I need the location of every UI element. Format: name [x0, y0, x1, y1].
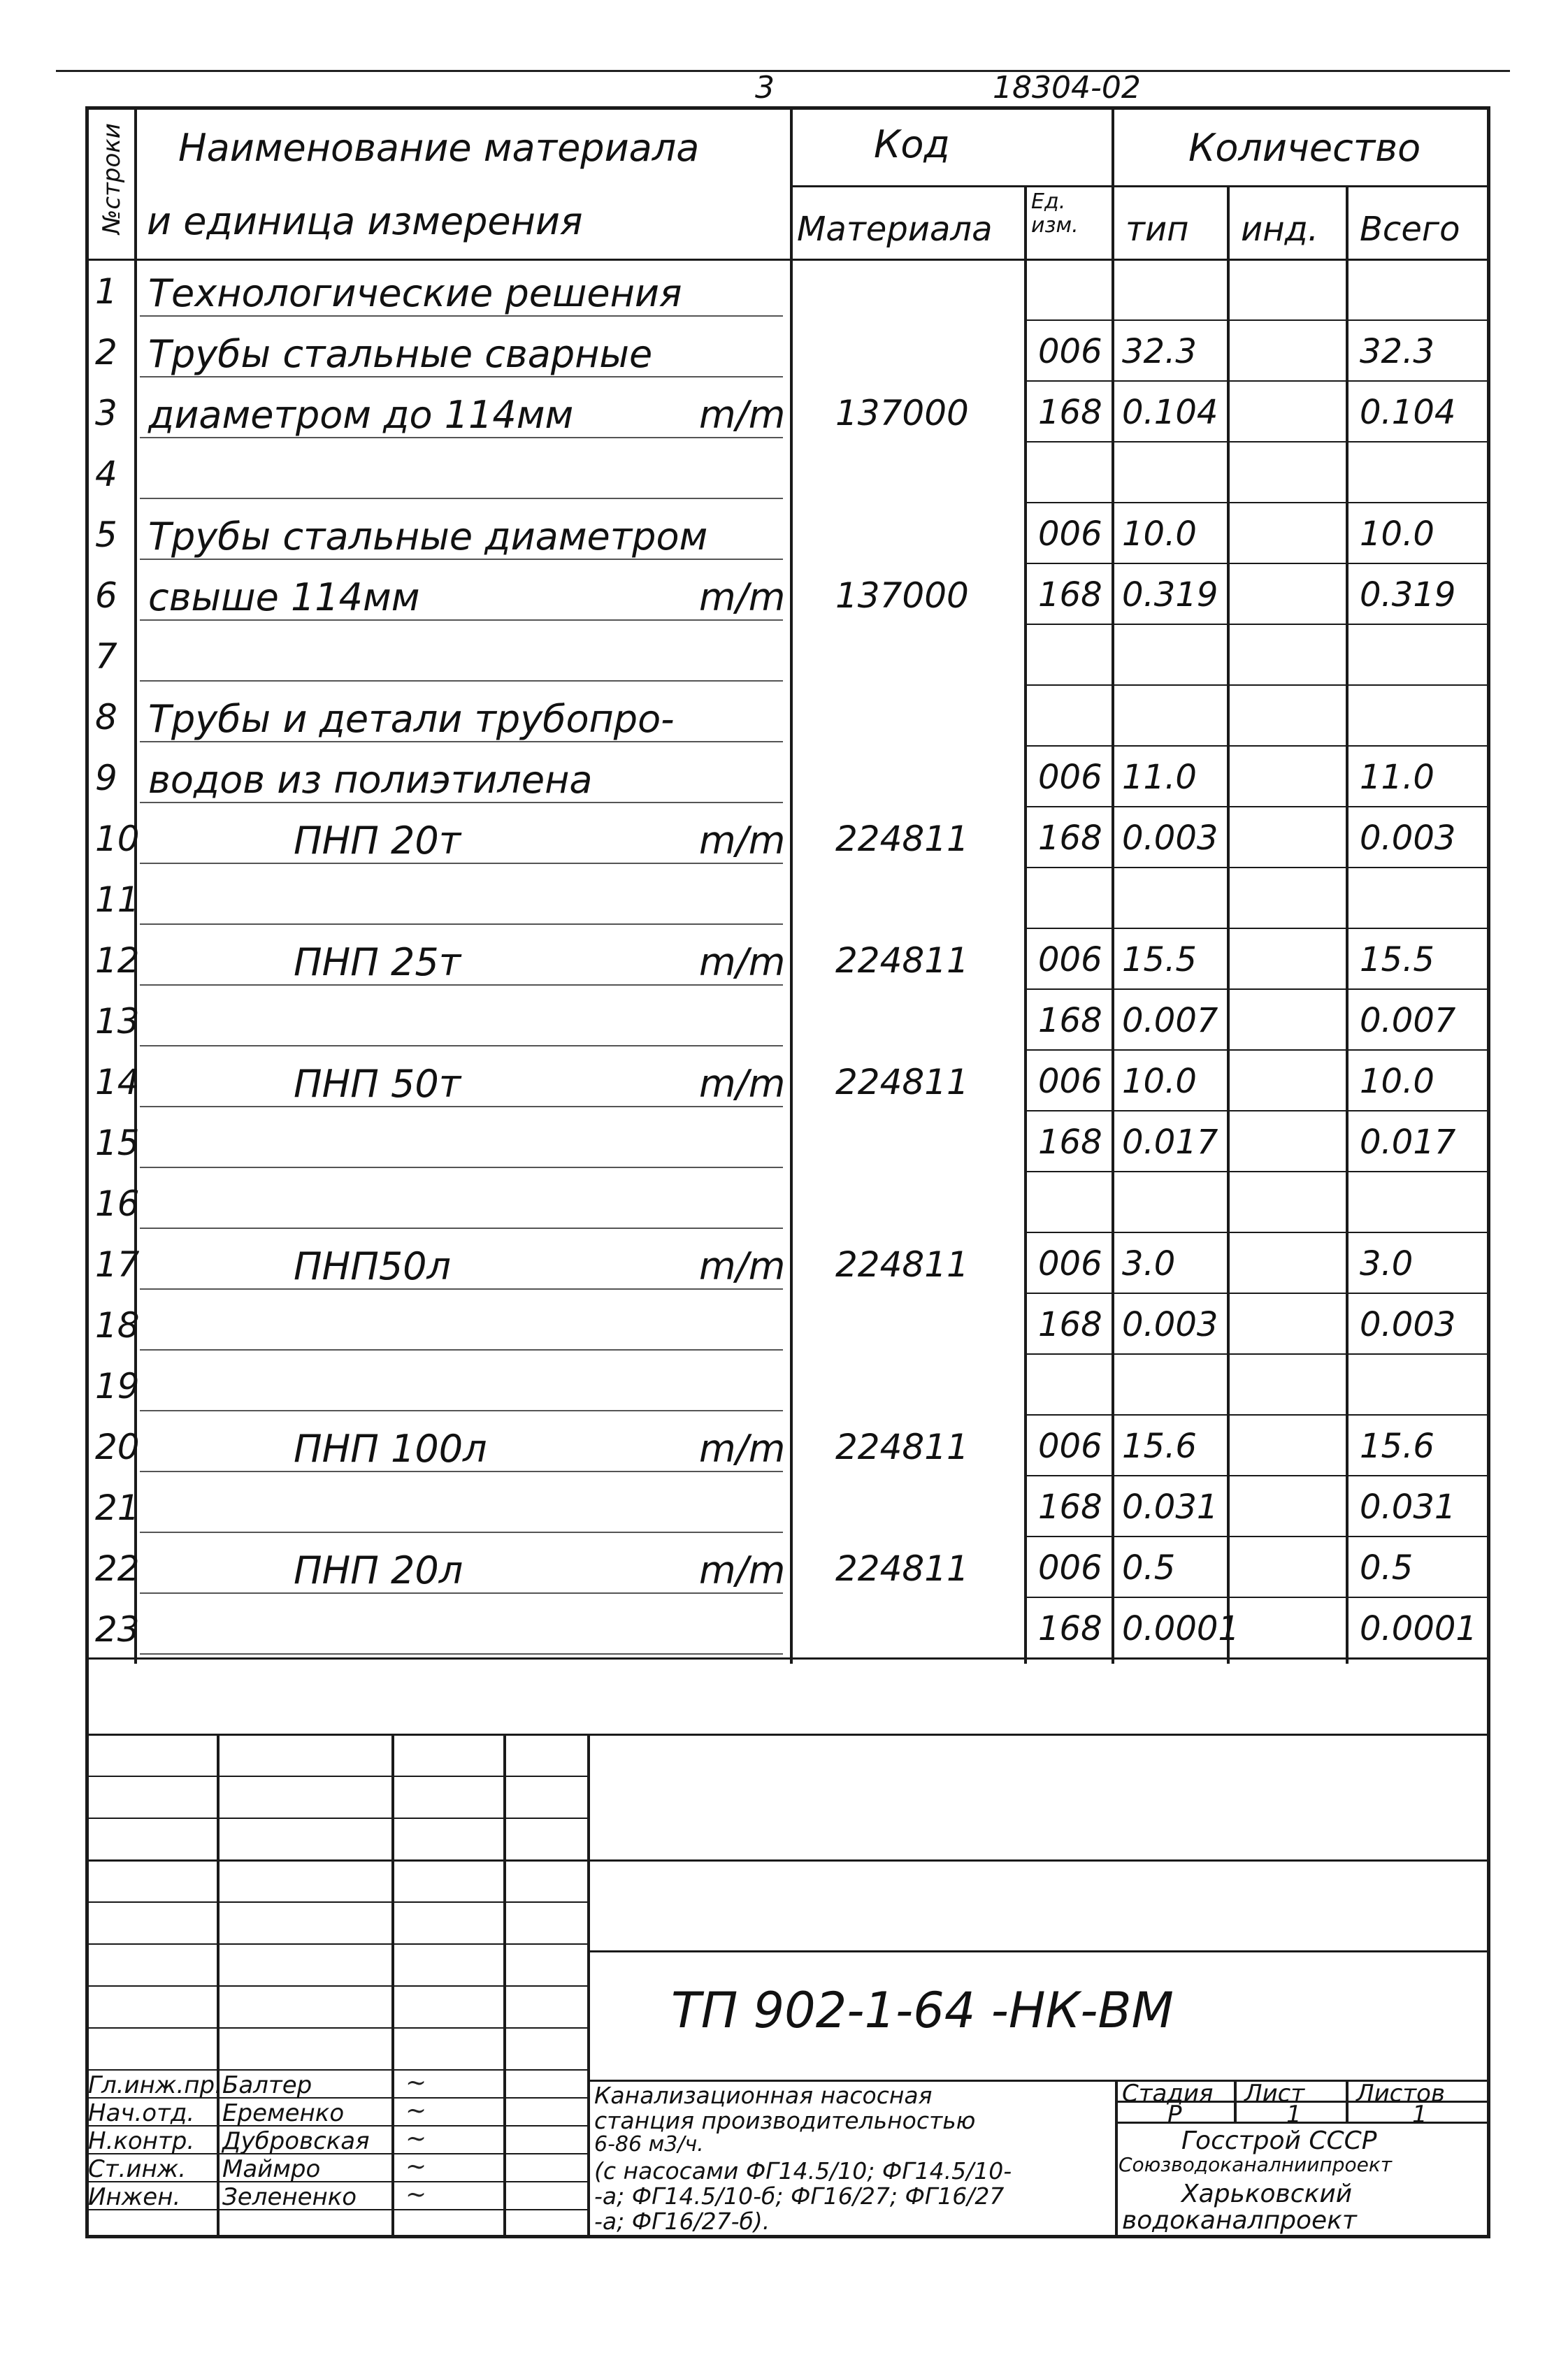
- row-number: 16: [95, 1183, 140, 1224]
- row-qty-type: 0.003: [1122, 819, 1218, 858]
- row-name: Трубы стальные диаметром: [148, 515, 708, 559]
- row-material-code: 137000: [835, 393, 969, 433]
- signer-name: Еременко: [222, 2099, 345, 2127]
- row-unit-dim: m/m: [699, 393, 786, 437]
- row-underline: [140, 1532, 783, 1533]
- col-divider-ind: [1346, 185, 1348, 1664]
- row-underline: [140, 1106, 783, 1107]
- row-qty-type: 0.319: [1122, 575, 1218, 614]
- row-number: 13: [95, 1001, 140, 1042]
- row-qty-type: 0.007: [1122, 1001, 1218, 1040]
- row-underline: [140, 1288, 783, 1290]
- stamp-grid-rule: [85, 2027, 587, 2029]
- row-underline: [140, 1410, 783, 1411]
- row-unit-code: 168: [1038, 575, 1102, 614]
- col-divider-name: [790, 108, 793, 1664]
- type-header: тип: [1125, 210, 1189, 249]
- row-rule: [1024, 867, 1489, 868]
- description-line: Канализационная насосная: [594, 2082, 933, 2109]
- signer-role: Инжен.: [88, 2183, 181, 2211]
- row-unit-code: 168: [1038, 1609, 1102, 1648]
- row-rule: [1024, 1353, 1489, 1355]
- row-rule: [1024, 380, 1489, 382]
- row-number: 8: [95, 697, 117, 737]
- row-qty-total: 0.0001: [1360, 1609, 1477, 1648]
- signer-name: Маймро: [222, 2155, 321, 2183]
- row-qty-total: 0.003: [1360, 1305, 1456, 1344]
- header-bottom-rule: [85, 259, 1489, 261]
- row-qty-type: 32.3: [1122, 332, 1197, 371]
- row-qty-type: 0.104: [1122, 393, 1218, 432]
- row-underline: [140, 315, 783, 317]
- signature-mark: ~: [405, 2068, 427, 2097]
- row-underline: [140, 437, 783, 438]
- row-qty-total: 0.5: [1360, 1548, 1414, 1588]
- row-qty-type: 0.031: [1122, 1488, 1218, 1527]
- stamp-rule-1: [85, 1859, 1489, 1862]
- unit-header: Ед. изм.: [1031, 189, 1079, 238]
- row-qty-total: 0.007: [1360, 1001, 1456, 1040]
- stamp-top-rule: [85, 1734, 1489, 1736]
- row-number: 4: [95, 454, 117, 494]
- row-unit-dim: m/m: [699, 1548, 786, 1592]
- row-rule: [1024, 624, 1489, 625]
- row-number: 10: [95, 819, 140, 859]
- row-rule: [1024, 563, 1489, 564]
- rownum-header: №строки: [98, 123, 126, 234]
- row-rule: [1024, 502, 1489, 503]
- row-rule: [1024, 806, 1489, 807]
- stamp-grid-rule: [85, 1901, 587, 1903]
- row-rule: [1024, 1475, 1489, 1476]
- row-name: Трубы стальные сварные: [148, 332, 653, 376]
- row-rule: [1024, 928, 1489, 929]
- row-qty-total: 15.6: [1360, 1427, 1434, 1466]
- row-rule: [1024, 441, 1489, 442]
- col-divider-material: [1024, 185, 1027, 1664]
- signer-name: Зелененко: [222, 2183, 357, 2211]
- row-unit-code: 006: [1038, 758, 1102, 797]
- row-number: 9: [95, 758, 117, 798]
- name-header-line2: и единица измерения: [147, 199, 583, 243]
- ind-header: инд.: [1241, 210, 1319, 249]
- row-unit-code: 006: [1038, 1244, 1102, 1283]
- signature-mark: ~: [405, 2180, 427, 2209]
- material-header: Материала: [797, 210, 993, 249]
- name-header-line1: Наименование материала: [178, 126, 700, 170]
- signer-name: Балтер: [222, 2071, 312, 2099]
- row-name: Трубы и детали трубопро-: [148, 697, 675, 741]
- top-rule: [56, 70, 1510, 72]
- row-qty-total: 0.031: [1360, 1488, 1456, 1527]
- row-number: 20: [95, 1427, 140, 1467]
- row-underline: [140, 984, 783, 986]
- sheet-value: 1: [1286, 2101, 1302, 2129]
- row-underline: [140, 1045, 783, 1046]
- rows-bottom-rule: [85, 1657, 1489, 1660]
- row-qty-type: 10.0: [1122, 1062, 1197, 1101]
- row-number: 23: [95, 1609, 140, 1650]
- row-number: 17: [95, 1244, 140, 1285]
- row-number: 12: [95, 940, 140, 981]
- row-material-code: 224811: [835, 1548, 969, 1589]
- row-unit-dim: m/m: [699, 819, 786, 863]
- row-unit-code: 006: [1038, 332, 1102, 371]
- row-rule: [1024, 1232, 1489, 1233]
- description-line: (с насосами ФГ14.5/10; ФГ14.5/10-: [594, 2157, 1012, 2185]
- row-underline: [140, 376, 783, 377]
- row-unit-code: 006: [1038, 940, 1102, 979]
- row-number: 2: [95, 332, 117, 373]
- row-unit-dim: m/m: [699, 1244, 786, 1288]
- row-number: 11: [95, 879, 140, 920]
- row-qty-total: 0.104: [1360, 393, 1456, 432]
- row-name: ПНП50л: [294, 1244, 452, 1288]
- row-underline: [140, 1471, 783, 1472]
- row-underline: [140, 1653, 783, 1655]
- row-qty-total: 11.0: [1360, 758, 1434, 797]
- quantity-header: Количество: [1188, 126, 1421, 170]
- drawing-code: ТП 902-1-64 -НК-ВМ: [671, 1982, 1174, 2039]
- row-qty-total: 10.0: [1360, 1062, 1434, 1101]
- row-underline: [140, 1592, 783, 1594]
- row-material-code: 224811: [835, 1244, 969, 1285]
- row-unit-dim: m/m: [699, 1062, 786, 1106]
- row-name: ПНП 100л: [294, 1427, 487, 1471]
- sheet-label: Лист: [1244, 2080, 1305, 2108]
- row-unit-code: 006: [1038, 515, 1102, 554]
- row-underline: [140, 802, 783, 803]
- row-unit-code: 168: [1038, 1123, 1102, 1162]
- stage-value: Р: [1167, 2101, 1182, 2129]
- stamp-rule-2: [587, 1950, 1489, 1952]
- row-number: 7: [95, 636, 117, 677]
- row-qty-type: 0.003: [1122, 1305, 1218, 1344]
- row-qty-total: 15.5: [1360, 940, 1434, 979]
- row-underline: [140, 1349, 783, 1351]
- row-qty-type: 15.6: [1122, 1427, 1197, 1466]
- row-number: 22: [95, 1548, 140, 1589]
- row-underline: [140, 923, 783, 925]
- row-rule: [1024, 1110, 1489, 1111]
- row-unit-dim: m/m: [699, 575, 786, 619]
- row-qty-total: 0.017: [1360, 1123, 1456, 1162]
- sheet-number: 3: [755, 70, 775, 106]
- signer-role: Ст.инж.: [88, 2155, 187, 2183]
- signer-name: Дубровская: [222, 2127, 370, 2155]
- row-unit-dim: m/m: [699, 940, 786, 984]
- row-qty-type: 3.0: [1122, 1244, 1176, 1283]
- row-number: 18: [95, 1305, 140, 1346]
- row-name: свыше 114мм: [148, 575, 420, 619]
- row-number: 14: [95, 1062, 140, 1102]
- row-rule: [1024, 1049, 1489, 1051]
- row-material-code: 224811: [835, 1427, 969, 1467]
- row-underline: [140, 680, 783, 682]
- row-name: ПНП 50т: [294, 1062, 461, 1106]
- row-rule: [1024, 1414, 1489, 1416]
- sheets-label: Листов: [1356, 2080, 1446, 2108]
- row-rule: [1024, 988, 1489, 990]
- signer-role: Н.контр.: [88, 2127, 195, 2155]
- row-underline: [140, 559, 783, 560]
- row-underline: [140, 498, 783, 499]
- row-rule: [1024, 319, 1489, 321]
- row-number: 6: [95, 575, 117, 616]
- stamp-grid-rule: [85, 2069, 587, 2071]
- signer-role: Гл.инж.пр.: [88, 2071, 222, 2099]
- row-underline: [140, 741, 783, 742]
- signer-role: Нач.отд.: [88, 2099, 195, 2127]
- row-name: Технологические решения: [148, 271, 682, 315]
- row-number: 5: [95, 515, 117, 555]
- row-unit-code: 168: [1038, 819, 1102, 858]
- row-qty-total: 32.3: [1360, 332, 1434, 371]
- row-underline: [140, 619, 783, 621]
- row-underline: [140, 863, 783, 864]
- row-unit-code: 006: [1038, 1427, 1102, 1466]
- stamp-divider-main: [587, 1734, 590, 2238]
- row-qty-total: 0.003: [1360, 819, 1456, 858]
- sheets-value: 1: [1412, 2101, 1427, 2129]
- row-qty-total: 0.319: [1360, 575, 1456, 614]
- signature-mark: ~: [405, 2096, 427, 2125]
- row-rule: [1024, 684, 1489, 686]
- description-line: станция производительностью: [594, 2107, 976, 2134]
- col-divider-unit: [1112, 108, 1114, 1664]
- row-name: ПНП 20т: [294, 819, 461, 863]
- organization-line: Госстрой СССР: [1181, 2127, 1377, 2155]
- stamp-grid-rule: [85, 1818, 587, 1819]
- total-header: Всего: [1360, 210, 1460, 249]
- row-rule: [1024, 1293, 1489, 1294]
- row-qty-type: 0.0001: [1122, 1609, 1239, 1648]
- description-line: -а; ФГ16/27-б).: [594, 2208, 770, 2235]
- row-unit-dim: m/m: [699, 1427, 786, 1471]
- row-qty-type: 0.017: [1122, 1123, 1218, 1162]
- signature-mark: ~: [405, 2124, 427, 2153]
- stamp-grid-rule: [85, 1943, 587, 1945]
- row-unit-code: 006: [1038, 1548, 1102, 1588]
- organization-line: Союзводоканалниипроект: [1119, 2153, 1393, 2176]
- row-qty-type: 0.5: [1122, 1548, 1176, 1588]
- stage-label: Стадия: [1122, 2080, 1214, 2108]
- description-line: 6-86 м3/ч.: [594, 2132, 704, 2157]
- code-header: Код: [874, 122, 950, 166]
- stamp-grid-rule: [85, 1776, 587, 1777]
- row-name: ПНП 20л: [294, 1548, 463, 1592]
- row-unit-code: 006: [1038, 1062, 1102, 1101]
- row-qty-total: 3.0: [1360, 1244, 1414, 1283]
- row-unit-code: 168: [1038, 1001, 1102, 1040]
- stamp-grid-rule: [85, 1985, 587, 1987]
- description-line: -а; ФГ14.5/10-б; ФГ16/27; ФГ16/27: [594, 2182, 1005, 2210]
- row-name: диаметром до 114мм: [148, 393, 574, 437]
- row-unit-code: 168: [1038, 1488, 1102, 1527]
- row-underline: [140, 1228, 783, 1229]
- row-name: ПНП 25т: [294, 940, 461, 984]
- row-underline: [140, 1167, 783, 1168]
- header-subdivider: [790, 185, 1489, 187]
- row-material-code: 224811: [835, 1062, 969, 1102]
- row-number: 21: [95, 1488, 140, 1528]
- row-unit-code: 168: [1038, 1305, 1102, 1344]
- row-rule: [1024, 1171, 1489, 1172]
- row-qty-type: 10.0: [1122, 515, 1197, 554]
- row-rule: [1024, 745, 1489, 747]
- row-material-code: 137000: [835, 575, 969, 616]
- organization-line: Харьковский: [1181, 2180, 1353, 2208]
- row-qty-type: 15.5: [1122, 940, 1197, 979]
- signature-mark: ~: [405, 2152, 427, 2181]
- row-qty-type: 11.0: [1122, 758, 1197, 797]
- row-number: 19: [95, 1366, 140, 1406]
- row-number: 3: [95, 393, 117, 433]
- document-number: 18304-02: [993, 70, 1141, 106]
- row-name: водов из полиэтилена: [148, 758, 593, 802]
- row-rule: [1024, 1536, 1489, 1537]
- row-number: 15: [95, 1123, 140, 1163]
- row-rule: [1024, 1597, 1489, 1598]
- row-number: 1: [95, 271, 117, 312]
- row-unit-code: 168: [1038, 393, 1102, 432]
- stamp-divider-stage: [1115, 2080, 1118, 2238]
- row-qty-total: 10.0: [1360, 515, 1434, 554]
- row-material-code: 224811: [835, 819, 969, 859]
- row-material-code: 224811: [835, 940, 969, 981]
- organization-line: водоканалпроект: [1122, 2206, 1357, 2235]
- col-divider-type: [1227, 185, 1230, 1664]
